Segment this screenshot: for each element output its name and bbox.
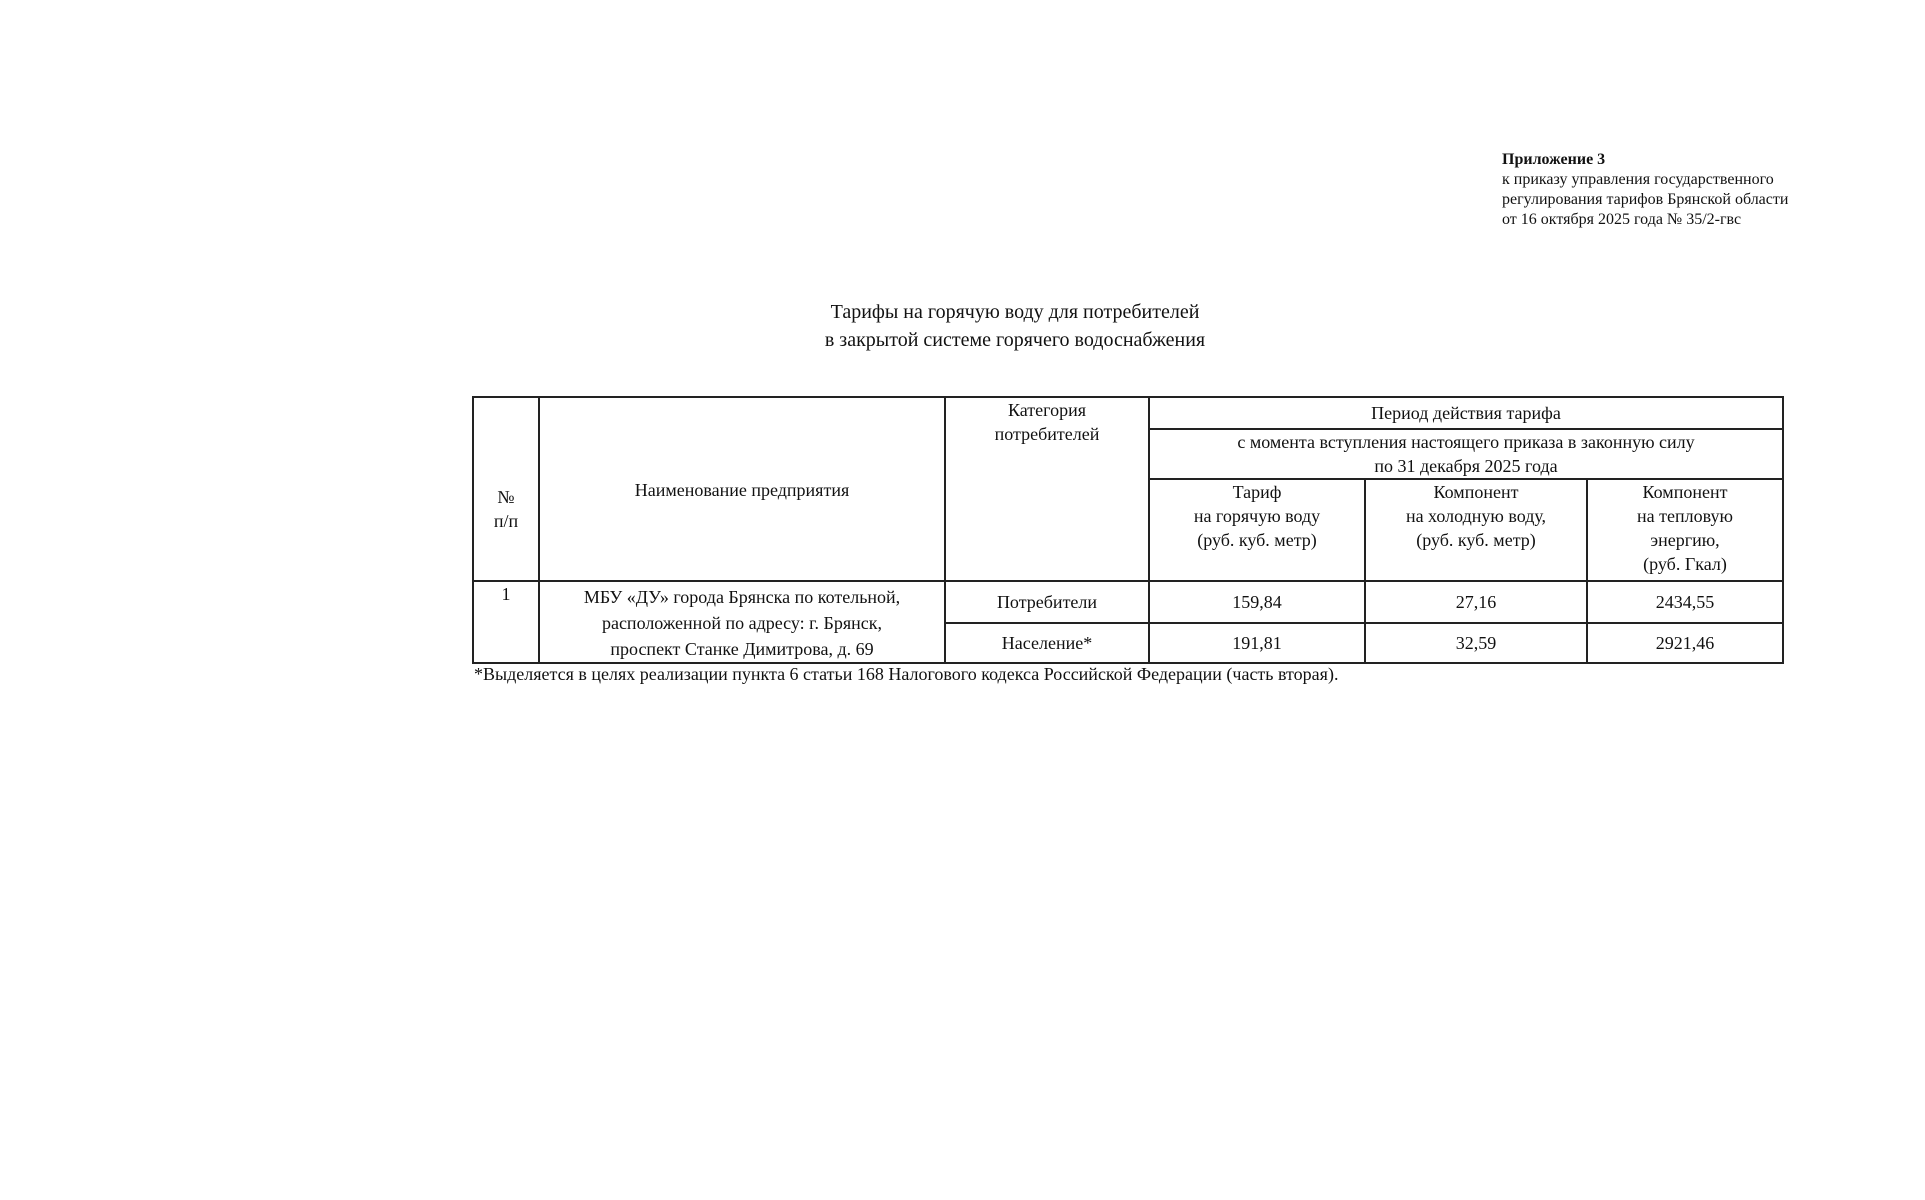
appendix-line-1: Приложение 3 [1502,151,1606,168]
row-number: 1 [473,581,539,663]
enterprise-name-line-2: расположенной по адресу: г. Брянск, [601,613,883,633]
header-component-heat [1587,479,1783,581]
appendix-line-4: от 16 октября 2025 года № 35/2-гвс [1502,211,1742,228]
header-period-range-line-1: с момента вступления настоящего приказа в законную силу [1237,432,1695,452]
header-component-cold-line-3: (руб. куб. метр) [1416,530,1536,550]
tariff-hot-cell: 191,81 [1149,623,1365,663]
header-component-cold-line-2: на холодную воду, [1405,506,1547,526]
tariff-hot-cell: 159,84 [1149,581,1365,623]
header-tariff-hot-water [1149,479,1365,581]
title-line-2: в закрытой системе горячего водоснабжения [824,329,1206,351]
component-heat-cell: 2921,46 [1587,623,1783,663]
header-component-heat-line-1: Компонент [1642,482,1728,502]
tariff-table [472,396,1784,664]
appendix-line-2: к приказу управления государственного [1502,171,1774,188]
header-category-line-1: Категория [1008,400,1086,420]
component-cold-cell: 27,16 [1365,581,1587,623]
document-title [780,298,1250,354]
header-period: Период действия тарифа [1149,397,1783,429]
enterprise-name [539,581,945,663]
enterprise-name-line-1: МБУ «ДУ» города Брянска по котельной, [583,587,901,607]
header-period-range [1149,429,1783,479]
header-component-heat-line-2: на тепловую [1637,506,1733,526]
category-cell: Население* [945,623,1149,663]
header-number [473,397,539,581]
component-cold-cell: 32,59 [1365,623,1587,663]
header-number-line-1: № [497,487,515,507]
table-row [473,581,1783,623]
footnote: *Выделяется в целях реализации пункта 6 статьи 168 Налогового кодекса Российской Федерации (часть вторая). [474,664,1339,684]
header-tariff-hot-line-1: Тариф [1232,482,1282,502]
header-number-line-2: п/п [493,511,519,531]
header-tariff-hot-line-2: на горячую воду [1193,506,1321,526]
header-category-line-2: потребителей [994,424,1100,444]
appendix-block [1502,150,1788,230]
header-component-heat-line-3: энергию, [1650,530,1720,550]
title-line-1: Тарифы на горячую воду для потребителей [830,301,1200,323]
header-period-range-line-2: по 31 декабря 2025 года [1374,456,1558,476]
component-heat-cell: 2434,55 [1587,581,1783,623]
category-cell: Потребители [945,581,1149,623]
appendix-line-3: регулирования тарифов Брянской области [1502,191,1789,208]
header-component-heat-line-4: (руб. Гкал) [1643,554,1727,574]
header-category [945,397,1149,581]
enterprise-name-line-3: проспект Станке Димитрова, д. 69 [610,639,874,659]
header-component-cold-water [1365,479,1587,581]
header-enterprise: Наименование предприятия [539,397,945,581]
header-tariff-hot-line-3: (руб. куб. метр) [1197,530,1317,550]
header-component-cold-line-1: Компонент [1433,482,1519,502]
